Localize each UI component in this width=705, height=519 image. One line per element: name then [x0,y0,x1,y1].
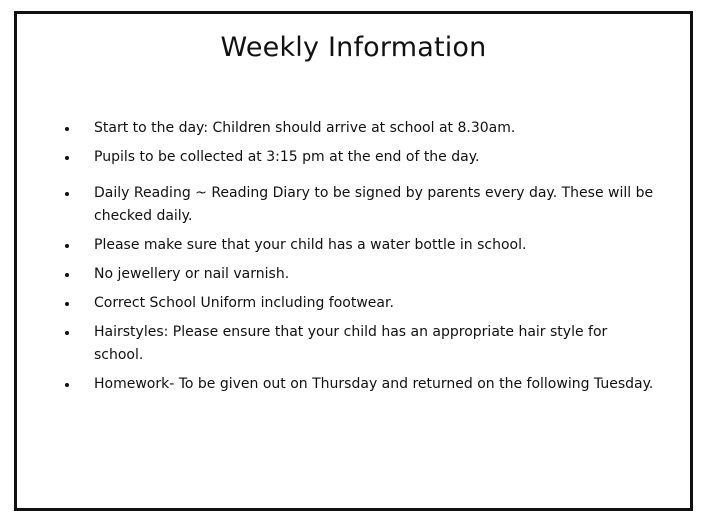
info-list [57,117,657,402]
list-item-text: Homework- To be given out on Thursday and returned on the following Tuesday. [94,376,654,392]
list-item [57,321,657,367]
bullet-icon [65,383,69,387]
page-title: Weekly Information [220,32,487,63]
list-item-text: Please make sure that your child has a water bottle in school. [94,237,527,253]
list-item-text: Pupils to be collected at 3:15 pm at the end of the day. [94,149,480,165]
info-panel [14,11,693,511]
list-item [57,182,657,228]
bullet-icon [65,273,69,277]
list-item [57,234,657,257]
list-item-text: Daily Reading ~ Reading Diary to be signed by parents every day. These will be checked daily. [94,185,654,224]
bullet-icon [65,192,69,196]
list-item-text: Start to the day: Children should arrive at school at 8.30am. [94,120,516,136]
list-item-text: Correct School Uniform including footwear. [94,295,394,311]
list-item-text: No jewellery or nail varnish. [94,266,290,282]
list-item [57,292,657,315]
bullet-icon [65,244,69,248]
list-item [57,117,657,140]
bullet-icon [65,156,69,160]
list-item [57,146,657,169]
bullet-icon [65,127,69,131]
list-item-text: Hairstyles: Please ensure that your child has an appropriate hair style for school. [94,324,608,363]
bullet-icon [65,302,69,306]
bullet-icon [65,331,69,335]
list-item [57,263,657,286]
list-item [57,373,657,396]
